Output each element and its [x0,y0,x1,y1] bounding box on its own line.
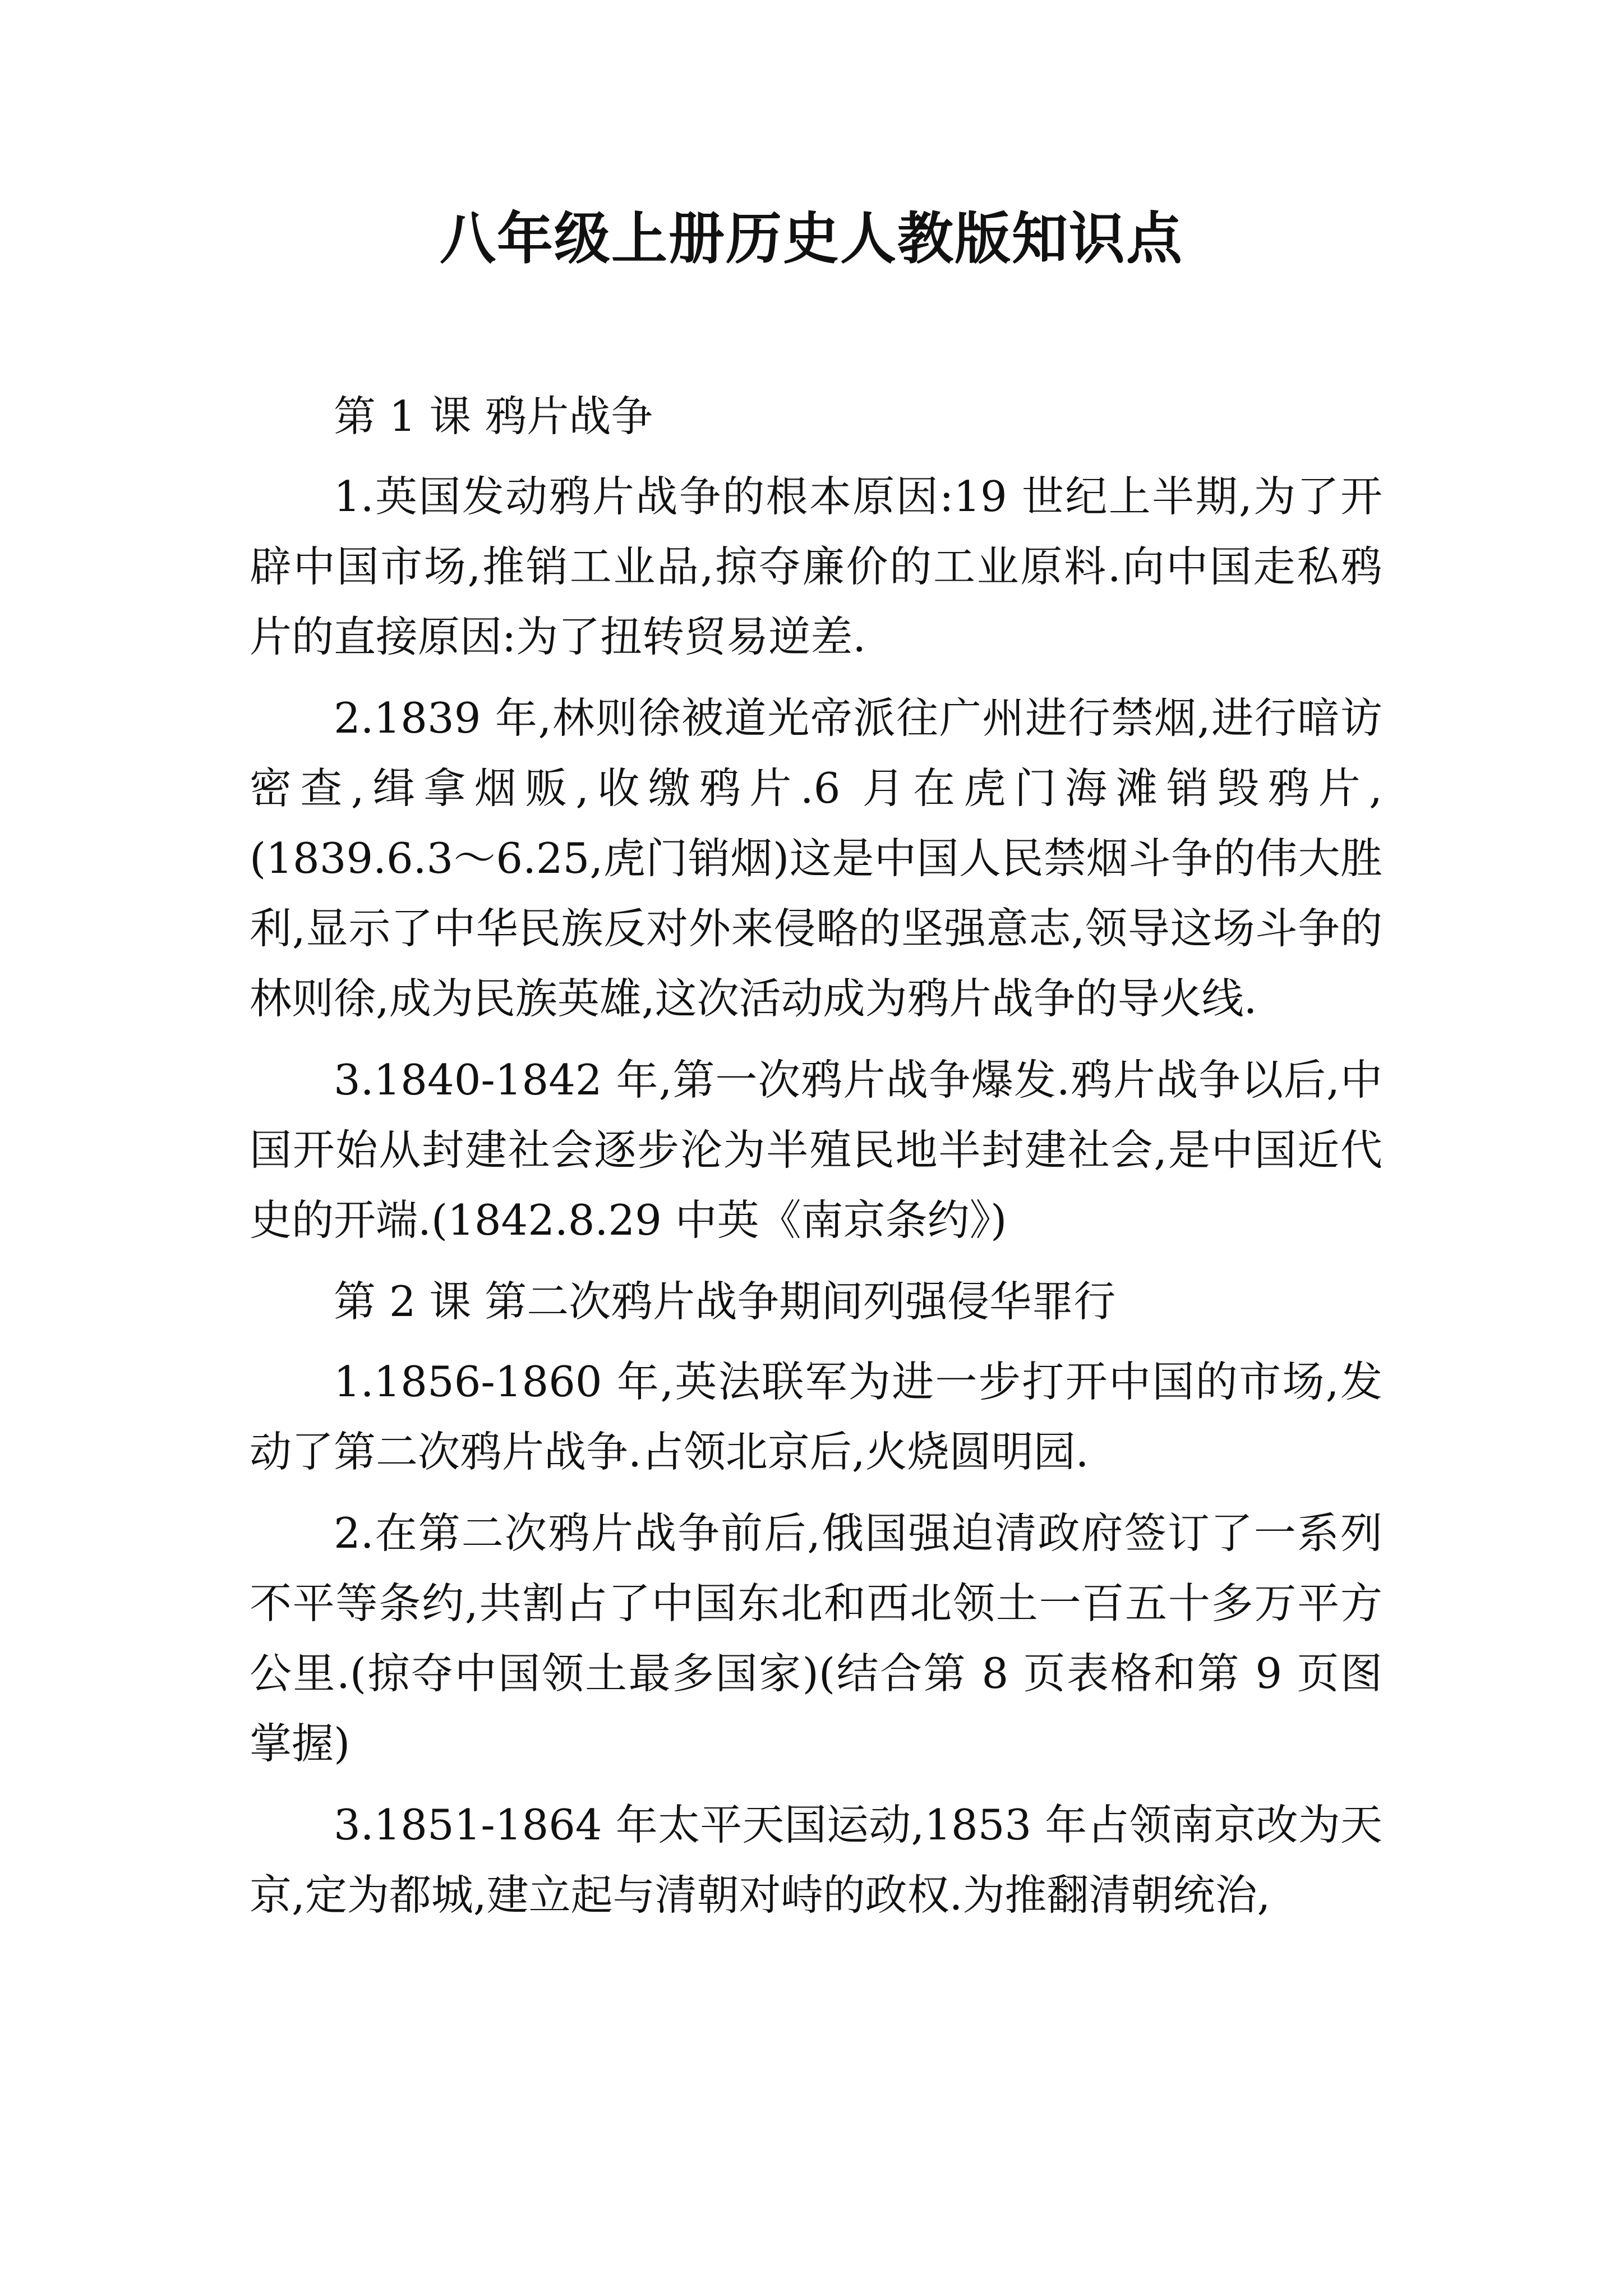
paragraph: 2.在第二次鸦片战争前后,俄国强迫清政府签订了一系列不平等条约,共割占了中国东北和西北领土一百五十多万平方公里.(掠夺中国领土最多国家)(结合第 8 页表格和第 9 页图掌握) [250,1508,1382,1768]
lesson-1-heading: 第 1 课 鸦片战争 [334,392,653,441]
paragraph: 2.1839 年,林则徐被道光帝派往广州进行禁烟,进行暗访密查,缉拿烟贩,收缴鸦片.6 月在虎门海滩销毁鸦片,(1839.6.3～6.25,虎门销烟)这是中国人民禁烟斗争的伟大胜利,显示了中华民族反对外来侵略的坚强意志,领导这场斗争的林则徐,成为民族英雄,这次活动成为鸦片战争的导火线. [250,693,1382,1023]
paragraph: 3.1851-1864 年太平天国运动,1853 年占领南京改为天京,定为都城,建立起与清朝对峙的政权.为推翻清朝统治, [250,1800,1382,1920]
paragraph: 1.1856-1860 年,英法联军为进一步打开中国的市场,发动了第二次鸦片战争.占领北京后,火烧圆明园. [250,1357,1382,1476]
paragraph: 1.英国发动鸦片战争的根本原因:19 世纪上半期,为了开辟中国市场,推销工业品,掠夺廉价的工业原料.向中国走私鸦片的直接原因:为了扭转贸易逆差. [250,472,1382,661]
document-body [250,381,1382,1941]
document-title: 八年级上册历史人教版知识点 [440,205,1183,272]
lesson-2-heading: 第 2 课 第二次鸦片战争期间列强侵华罪行 [334,1277,1116,1326]
paragraph: 3.1840-1842 年,第一次鸦片战争爆发.鸦片战争以后,中国开始从封建社会逐步沦为半殖民地半封建社会,是中国近代史的开端.(1842.8.29 中英《南京条约》) [250,1055,1382,1245]
